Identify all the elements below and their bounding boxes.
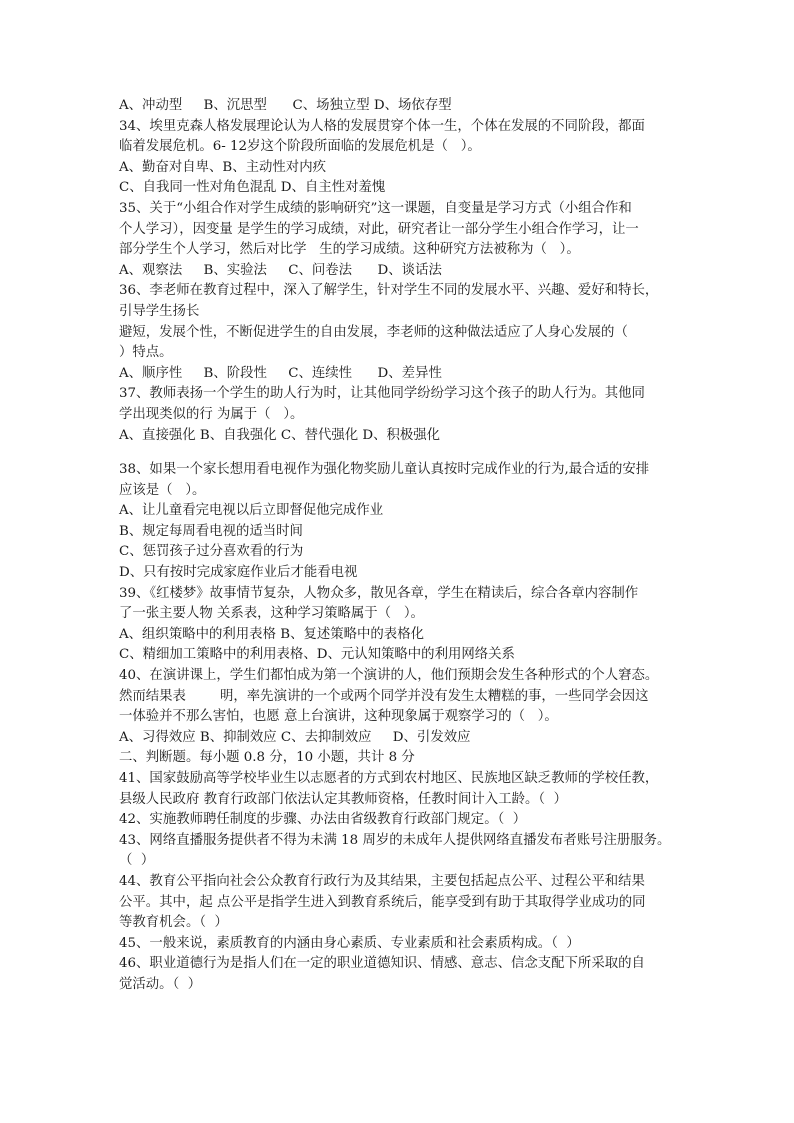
text-line: 39、《红楼梦》故事情节复杂，人物众多，散见各章，学生在精读后，综合各章内容制作 — [119, 585, 639, 601]
text-line: 一体验并不那么害怕，也愿 意上台演讲，这种现象属于观察学习的（ ）。 — [119, 709, 558, 725]
text-line: 41、国家鼓励高等学校毕业生以志愿者的方式到农村地区、民族地区缺乏教师的学校任教， — [119, 771, 659, 786]
text-line: 觉活动。（ ） — [119, 976, 202, 992]
text-line: 了一张主要人物 关系表，这种学习策略属于（ ）。 — [119, 606, 424, 622]
text-line: 40、在演讲课上，学生们都怕成为第一个演讲的人，他们预期会发生各种形式的个人窘态。 — [119, 668, 659, 684]
text-line: 避短，发展个性，不断促进学生的自由发展，李老师的这种做法适应了人身心发展的（ — [119, 324, 628, 340]
text-line: 二、判断题。每小题 0.8 分，10 小题，共计 8 分 — [119, 750, 415, 766]
text-line: （ ） — [119, 853, 155, 869]
text-line: 34、埃里克森人格发展理论认为人格的发展贯穿个体一生，个体在发展的不同阶段，都面 — [119, 118, 645, 134]
text-line: A、组织策略中的利用表格 B、复述策略中的表格化 — [119, 626, 424, 642]
document-page — [119, 96, 685, 996]
text-line: A、习得效应 B、抑制效应 C、去抑制效应 D、引发效应 — [119, 729, 471, 745]
text-line: 临着发展危机。6- 12岁这个阶段所面临的发展危机是（ ）。 — [119, 139, 481, 155]
text-line: B、规定每周看电视的适当时间 — [119, 523, 303, 539]
text-line: 部分学生个人学习，然后对比学 生的学习成绩。这种研究方法被称为（ ）。 — [119, 242, 580, 258]
text-line: 县级人民政府 教育行政部门依法认定其教师资格，任教时间计入工龄。（ ） — [119, 791, 567, 807]
text-line: 46、职业道德行为是指人们在一定的职业道德知识、情感、意志、信念支配下所采取的自 — [119, 956, 645, 972]
text-line: A、观察法 B、实验法 C、问卷法 D、谈话法 — [119, 262, 442, 278]
text-line: ）特点。 — [119, 345, 173, 361]
text-line: 36、李老师在教育过程中，深入了解学生，针对学生不同的发展水平、兴趣、爱好和特长， — [119, 283, 659, 299]
text-line: 45、一般来说，素质教育的内涵由身心素质、专业素质和社会素质构成。（ ） — [119, 935, 580, 951]
text-line: D、只有按时完成家庭作业后才能看电视 — [119, 565, 358, 581]
text-line: 应该是（ ）。 — [119, 482, 206, 498]
text-line: C、精细加工策略中的利用表格、D、元认知策略中的利用网络关系 — [119, 647, 515, 663]
text-line: A、让儿童看完电视以后立即督促他完成作业 — [119, 503, 384, 519]
paragraph-gap — [119, 446, 685, 460]
text-line: C、自我同一性对角色混乱 D、自主性对羞愧 — [119, 180, 386, 196]
text-line: 42、实施教师聘任制度的步骤、办法由省级教育行政部门规定。（ ） — [119, 812, 527, 828]
text-line: 等教育机会。（ ） — [119, 915, 228, 931]
text-line: A、冲动型 B、沉思型 C、场独立型 D、场依存型 — [119, 98, 452, 113]
text-line: 学出现类似的行 为属于（ ）。 — [119, 406, 304, 422]
text-line: A、直接强化 B、自我强化 C、替代强化 D、积极强化 — [119, 427, 441, 443]
text-line: 44、教育公平指向社会公众教育行政行为及其结果，主要包括起点公平、过程公平和结果 — [119, 873, 645, 889]
text-line: 38、如果一个家长想用看电视作为强化物奖励儿童认真按时完成作业的行为,最合适的安排 — [119, 462, 650, 478]
text-line: 公平。其中，起 点公平是指学生进入到教育系统后，能享受到有助于其取得学业成功的同 — [119, 894, 646, 910]
text-line: C、惩罚孩子过分喜欢看的行为 — [119, 544, 304, 560]
text-line: 37、教师表扬一个学生的助人行为时，让其他同学纷纷学习这个孩子的助人行为。其他同 — [119, 386, 645, 402]
text-line: 43、网络直播服务提供者不得为未满 18 周岁的未成年人提供网络直播发布者账号注册服务。 — [119, 832, 671, 848]
text-line: A、勤奋对自卑、B、主动性对内疚 — [119, 159, 326, 175]
text-line: 个人学习），因变量 是学生的学习成绩，对此，研究者让一部分学生小组合作学习，让一 — [119, 221, 639, 237]
text-line: 引导学生扬长 — [119, 303, 200, 319]
text-line: 35、关于“小组合作对学生成绩的影响研究”这一课题，自变量是学习方式（小组合作和 — [119, 200, 632, 216]
text-line: A、顺序性 B、阶段性 C、连续性 D、差异性 — [119, 365, 442, 381]
text-line: 然而结果表 明，率先演讲的一个或两个同学并没有发生太糟糕的事，一些同学会因这 — [119, 688, 649, 704]
